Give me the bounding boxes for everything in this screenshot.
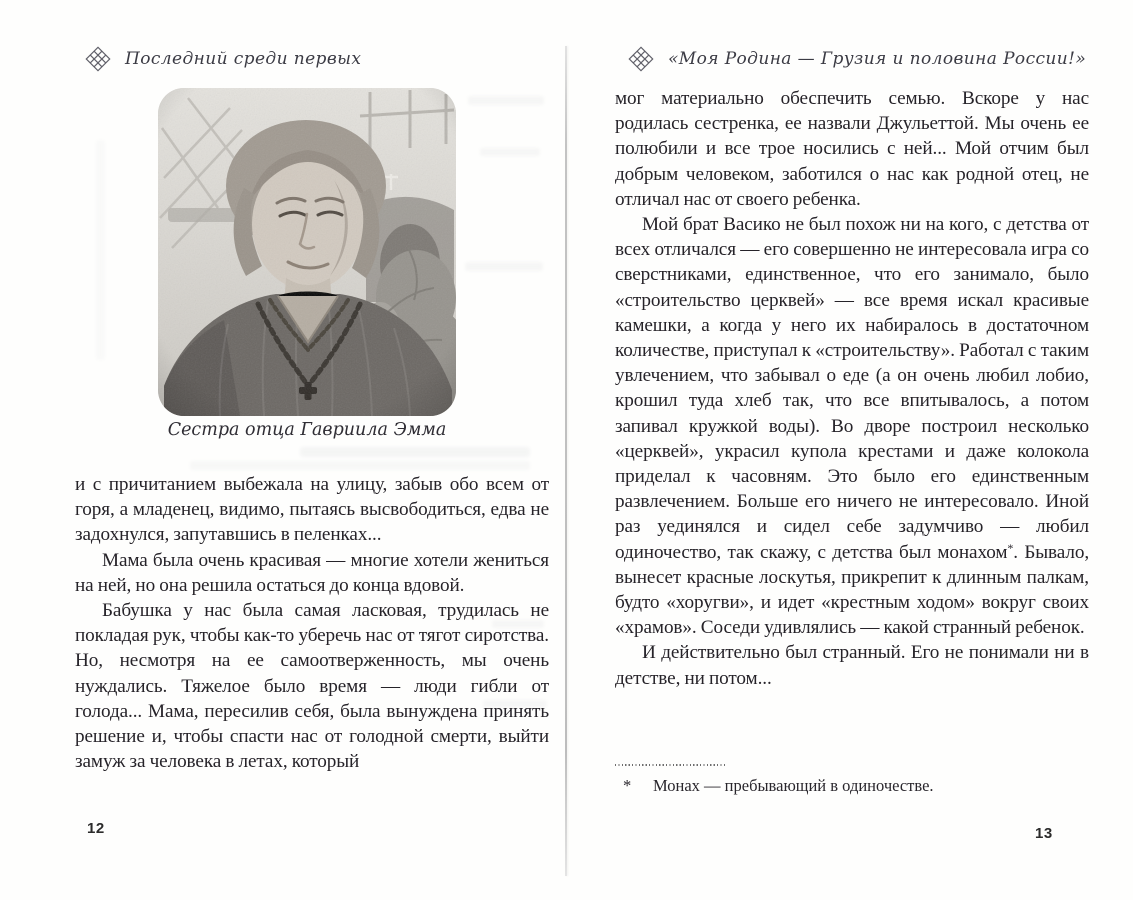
paragraph: мог материально обеспечить семью. Вскоре у нас родилась сестренка, ее назвали Джульеттой. Мы очень ее полюбили и все трое носились с ней... Мой отчим был добрым человеком, заботился о нас как родной отец, не отличал нас от своего ребенка. [615,88,1089,210]
paragraph: Бабушка у нас была самая ласковая, трудилась не покладая рук, чтобы как-то уберечь нас от тягот сиротства. Но, несмотря на ее самоотверженность, мы очень нуждались. Тяжелое было время — люди гибли от голода... Мама, пересилив себя, была вынуждена принять решение и, чтобы спасти нас от голодной смерти, выйти замуж за человека в летах, который [75,600,549,773]
page-number-left: 12 [84,820,108,837]
running-head-left [85,46,361,72]
running-title-right: «Моя Родина — Грузия и половина России!» [668,49,1087,69]
footnote-marker: * [1007,540,1014,555]
scan-bleedthrough-artifact [190,461,530,470]
page-number-right: 13 [1032,825,1056,842]
scan-bleedthrough-artifact [468,96,544,105]
paragraph: И действительно был странный. Его не понимали ни в детстве, ни потом... [615,642,1089,689]
footnote-marker: * [623,776,632,795]
footnote [615,775,1089,797]
running-title-left: Последний среди первых [125,49,362,69]
scan-bleedthrough-artifact [465,262,543,271]
footnote-block [615,756,1089,900]
paragraph: и с причитанием выбежала на улицу, забыв обо всем от горя, а младенец, видимо, пытаясь высвободиться, едва не задохнулся, запутавшись в пеленках... [75,474,549,546]
running-head-right [628,46,1086,72]
scan-bleedthrough-artifact [480,148,540,156]
paragraph-text: . Бывало, вынесет красные лоскутья, прикрепит к длинным палкам, будто «хоругви», и идет «крестным ходом» вокруг своих «храмов». Соседи удивлялись — какой странный ребенок. [615,541,1090,639]
diamond-knot-ornament-icon [628,46,654,72]
paragraph: Мама была очень красивая — многие хотели жениться на ней, но она решила остаться до конца вдовой. [75,549,549,596]
left-page-text [75,472,549,774]
footnote-rule [615,764,727,766]
portrait-photo [158,88,456,416]
footnote-text: Монах — пребывающий в одиночестве. [653,776,934,795]
right-page-text [615,86,1089,691]
page-gutter [565,46,567,876]
diamond-knot-ornament-icon [85,46,111,72]
scan-bleedthrough-artifact [96,140,105,360]
portrait-photo-illustration [158,88,456,416]
paragraph [615,212,1089,640]
scan-bleedthrough-artifact [300,447,530,457]
paragraph-text: Мой брат Васико не был похож ни на кого, с детства от всех отличался — его совершенно не интересовала игра со сверстниками, единственное, что его занимало, было «строительство церквей» — все время искал красивые камешки, а когда у него их набиралось в достаточном количестве, приступал к «строительству». Работал с таким увлечением, что забывал о еде (а он очень любил лобио, крошил туда хлеб так, что все впитывалось, а потом запивал кружкой воды). Во дворе построил несколько «церквей», украсил купола крестами и даже колокола приделал к часовням. Это было его единственным развлечением. Больше его ничего не интересовало. Иной раз уединялся и сидел себе задумчиво — любил одиночество, так скажу, с детства был монахом [615,214,1089,563]
photo-caption: Сестра отца Гавриила Эмма [167,420,447,440]
